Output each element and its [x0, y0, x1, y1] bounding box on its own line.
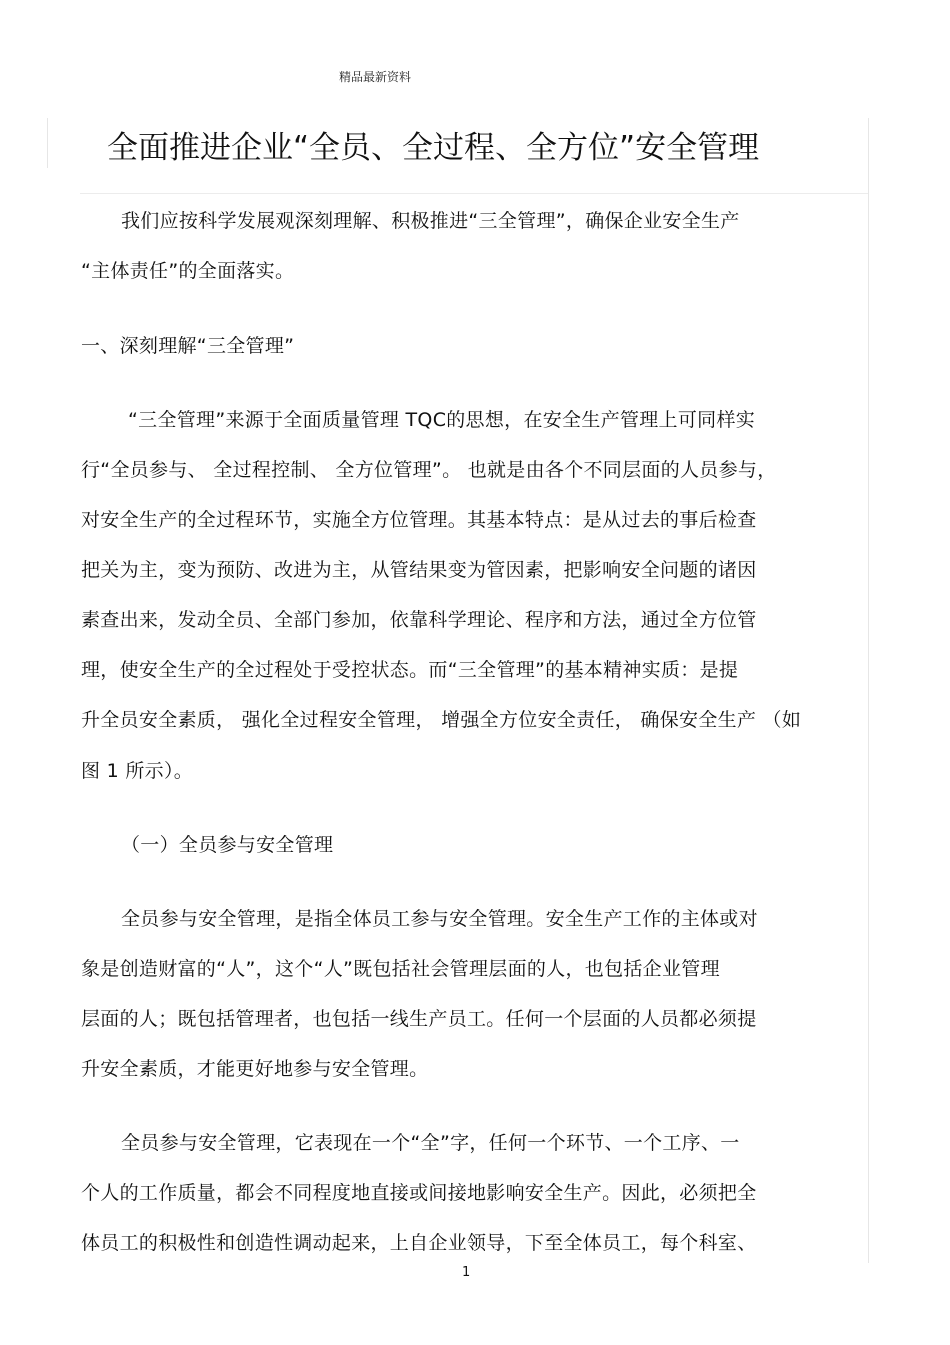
- section-heading: 一、深刻理解“三全管理”: [81, 335, 295, 357]
- header-label: 精品最新资料: [339, 70, 412, 84]
- paragraph-line: 体员工的积极性和创造性调动起来，上自企业领导，下至全体员工，每个科室、: [81, 1232, 757, 1254]
- paragraph-line: 把关为主，变为预防、改进为主，从管结果变为管因素，把影响安全问题的诸因: [81, 559, 757, 581]
- paragraph-line: 理，使安全生产的全过程处于受控状态。而“三全管理”的基本精神实质：是提: [81, 659, 739, 681]
- document-title: 全面推进企业“全员、全过程、全方位”安全管理: [107, 130, 760, 166]
- frame-left-line: [47, 118, 48, 168]
- paragraph-line: 象是创造财富的“人”，这个“人”既包括社会管理层面的人，也包括企业管理: [81, 958, 720, 980]
- paragraph-line: 图 1 所示）。: [81, 760, 194, 782]
- paragraph-line: 个人的工作质量，都会不同程度地直接或间接地影响安全生产。因此，必须把全: [81, 1182, 757, 1204]
- paragraph-line: 素查出来，发动全员、全部门参加，依靠科学理论、程序和方法，通过全方位管: [81, 609, 757, 631]
- intro-line: “主体责任”的全面落实。: [81, 260, 295, 282]
- frame-right-line: [868, 118, 869, 1263]
- intro-line: 我们应按科学发展观深刻理解、积极推进“三全管理”，确保企业安全生产: [121, 210, 740, 232]
- paragraph-line: “三全管理”来源于全面质量管理 TQC的思想，在安全生产管理上可同样实: [128, 409, 756, 431]
- paragraph-line: 升安全素质，才能更好地参与安全管理。: [81, 1058, 429, 1080]
- page-number: 1: [462, 1265, 471, 1280]
- subsection-heading: （一）全员参与安全管理: [121, 834, 334, 856]
- paragraph-line: 对安全生产的全过程环节，实施全方位管理。其基本特点：是从过去的事后检查: [81, 509, 757, 531]
- paragraph-line: 升全员安全素质， 强化全过程安全管理， 增强全方位安全责任， 确保安全生产 （如: [81, 709, 802, 731]
- paragraph-line: 全员参与安全管理，是指全体员工参与安全管理。安全生产工作的主体或对: [121, 908, 758, 930]
- paragraph-line: 层面的人；既包括管理者，也包括一线生产员工。任何一个层面的人员都必须提: [81, 1008, 757, 1030]
- paragraph-line: 行“全员参与、 全过程控制、 全方位管理”。 也就是由各个不同层面的人员参与，: [81, 459, 777, 481]
- title-divider: [80, 193, 868, 194]
- paragraph-line: 全员参与安全管理，它表现在一个“全”字，任何一个环节、一个工序、一: [121, 1132, 740, 1154]
